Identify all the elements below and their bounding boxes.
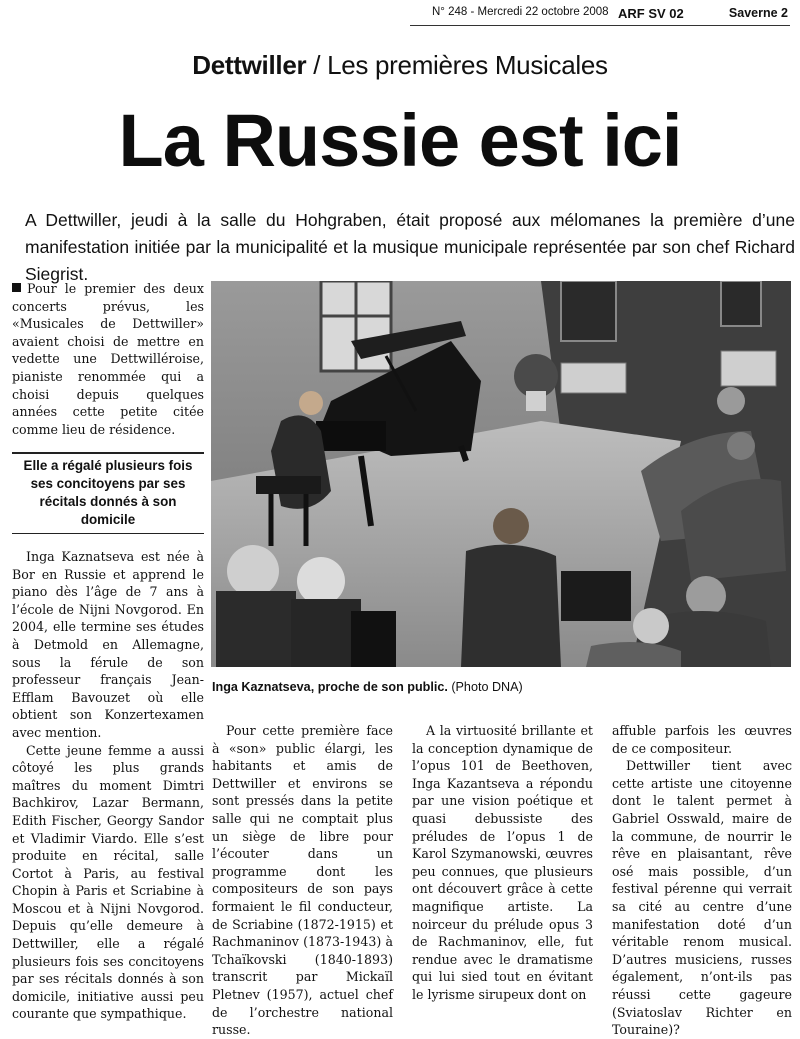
column-4 [612, 722, 792, 1039]
kicker-town: Dettwiller [192, 50, 307, 80]
kicker-rubric: / Les premières Musicales [306, 50, 608, 80]
bullet-square-icon [12, 283, 21, 292]
edition-code: ARF SV 02 [618, 6, 684, 21]
column-2 [212, 722, 393, 1039]
concert-photo-image [211, 281, 791, 667]
paragraph: Dettwiller tient avec cette artiste une citoyenne dont le talent permet à Gabriel Osswald, maire de la commune, de nourrir le rêve en plaisantant, rêve osé mais possible, d’un festival pérenne qui verrait sa cité au centre d’une manifestation doté d’un véritable renom musical. D’autres musiciens, russes également, n’ont-ils pas réussi cette gageure (Sviatoslav Richter en Touraine)? [612, 758, 792, 1038]
paragraph: Cette jeune femme a aussi côtoyé les plus grands maîtres du moment Dimtri Bachkirov, Lazar Bermann, Edith Fischer, Georgy Sandor et Vladimir Viardo. Elle s’est produite en récital, salle Cortot à Paris, au festival Chopin à Paris et Scriabine à Moscou et à Nijni Novgorod. Depuis qu’elle demeure à Dettwiller, elle a régalé plusieurs fois ses concitoyens par ses récitals donnés à son domicile, initiative aussi peu courante que sympathique. [12, 742, 204, 1022]
page-header [410, 6, 790, 24]
lead-paragraph [12, 280, 204, 438]
header-rule [410, 25, 790, 26]
column-1 [12, 548, 204, 1023]
kicker [0, 50, 800, 81]
concert-photo [211, 281, 791, 667]
photo-caption [212, 680, 792, 694]
lead-text: Pour le premier des deux concerts prévus, les «Musicales de Dettwiller» avaient choisi de mettre en vedette une Dettwilléroise, pianiste renommée qui a choisi depuis quelques années cette petite citée comme lieu de résidence. [12, 281, 204, 437]
issue-date: N° 248 - Mercredi 22 octobre 2008 [432, 6, 609, 18]
paragraph: Pour cette première face à «son» public élargi, les habitants et amis de Dettwiller et environs se sont pressés dans la petite salle qui ne comptait plus un siège de libre pour l’écouter dans un programme dont les compositeurs de son pays formaient le fil conducteur, de Scriabine (1872-1915) et Rachmaninov (1873-1943) à Tchaïkovski (1840-1893) transcrit par Mickaïl Pletnev (1957), actuel chef de l’orchestre national russe. [212, 723, 393, 1038]
paragraph: Inga Kaznatseva est née à Bor en Russie et apprend le piano dès l’âge de 7 ans à l’école de Nijni Novgorod. En 2004, elle termine ses études à Detmold en Allemagne, sous la férule de son professeur français Jean-Efflam Bavouzet où elle obtient son Konzertexamen avec mention. [12, 549, 204, 740]
standfirst: A Dettwiller, jeudi à la salle du Hohgraben, était proposé aux mélomanes la première d’une manifestation initiée par la municipalité et la musique municipale représentée par son chef Richard Siegrist. [25, 210, 795, 284]
photo-credit: (Photo DNA) [447, 680, 523, 694]
column-3 [412, 722, 593, 1004]
paragraph-continuation: affuble parfois les œuvres de ce compositeur. [612, 723, 792, 756]
intertitle: Elle a régalé plusieurs fois ses concitoyens par ses récitals donnés à son domicile [12, 452, 204, 534]
headline: La Russie est ici [118, 99, 682, 182]
page-label: Saverne 2 [728, 6, 788, 20]
paragraph: A la virtuosité brillante et la conception dynamique de l’opus 101 de Beethoven, Inga Kazantseva a répondu par une vision poétique et quasi debussiste des préludes de l’opus 1 de Karol Szymanowski, œuvres peu connues, que plusieurs ont découvert grâce à cette magnifique artiste. La noirceur du prélude opus 3 de Rachmaninov, elle, fut rendue avec le dramatisme qui lui sied tout en évitant le lyrisme sirupeux dont on [412, 723, 593, 1002]
caption-text: Inga Kaznatseva, proche de son public. [212, 680, 448, 694]
